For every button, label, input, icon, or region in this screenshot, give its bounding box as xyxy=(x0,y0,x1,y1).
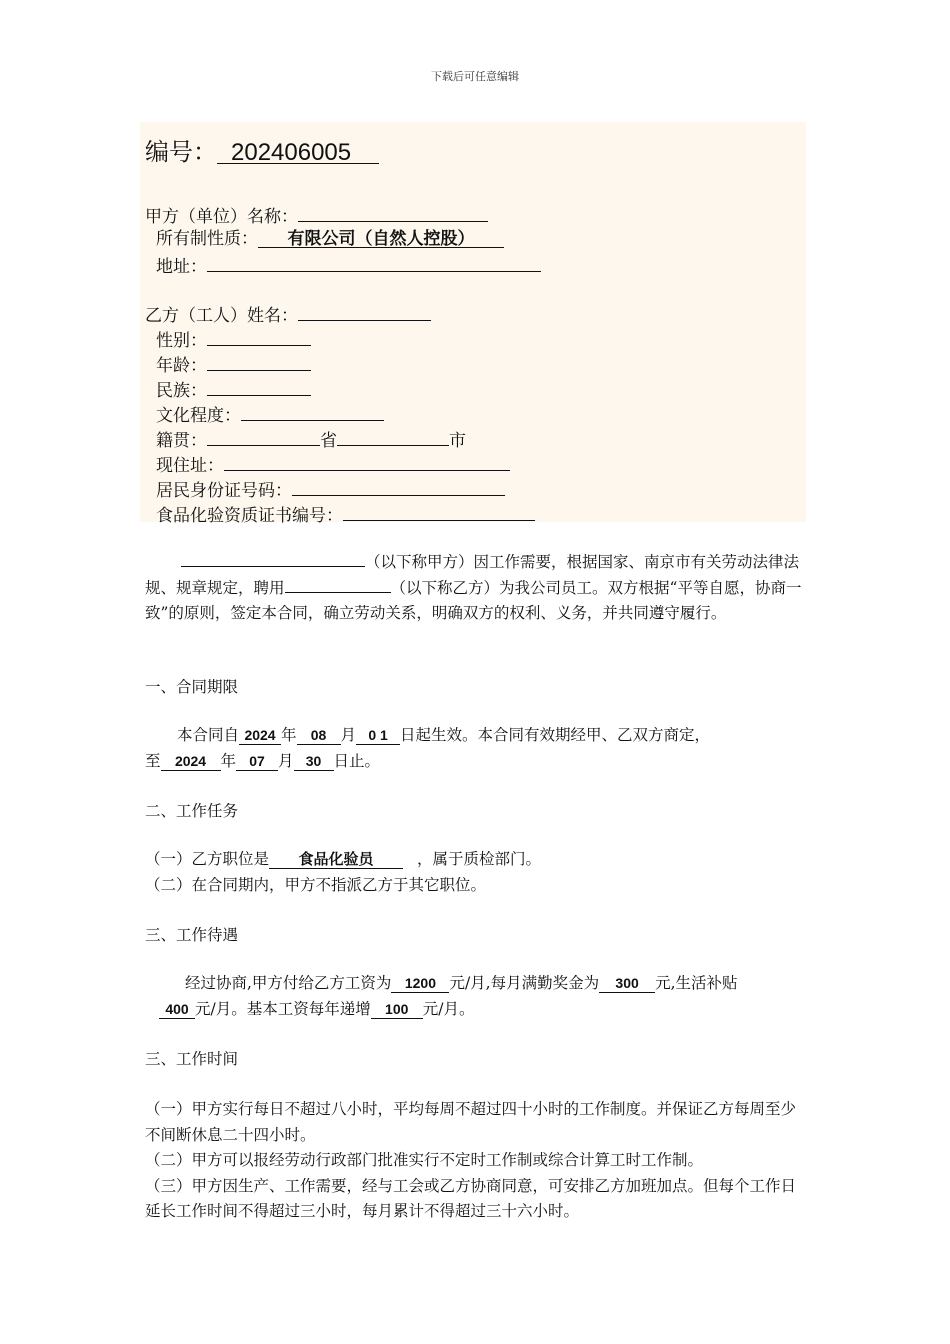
s1-end-month-label: 月 xyxy=(278,751,294,770)
gender-label: 性别： xyxy=(156,331,207,351)
s1-end-year-label: 年 xyxy=(220,751,237,770)
s3-text-3: 元,生活补贴 xyxy=(655,974,738,992)
id-number-label: 居民身份证号码： xyxy=(156,481,292,501)
ethnicity-row xyxy=(156,377,311,401)
party-a-name-field[interactable] xyxy=(298,203,488,222)
section-1-body xyxy=(145,723,807,774)
party-a-address-label: 地址： xyxy=(156,257,207,277)
ethnicity-label: 民族： xyxy=(156,381,207,401)
s1-text-4: 日止。 xyxy=(333,751,381,770)
education-field[interactable] xyxy=(241,402,384,421)
intro-text-2: （以下称乙方）为我公司员工。双方根据“平等自愿，协商一致”的原则，签定本合同，确立劳动关系，明确双方的权利、义务，并共同遵守履行。 xyxy=(145,578,802,622)
education-label: 文化程度： xyxy=(156,406,241,426)
residence-label: 现住址： xyxy=(156,456,224,476)
residence-row xyxy=(156,452,510,476)
ownership-row xyxy=(156,229,504,249)
cert-row xyxy=(156,502,535,526)
age-row xyxy=(156,352,311,376)
s3-text-4: 元/月。基本工资每年递增 xyxy=(195,999,371,1018)
gender-field[interactable] xyxy=(207,327,311,346)
end-year[interactable]: 2024 xyxy=(161,752,221,771)
start-day[interactable]: 0 1 xyxy=(356,726,400,745)
cert-number-label: 食品化验资质证书编号： xyxy=(156,506,343,526)
s3-text-5: 元/月。 xyxy=(422,999,475,1018)
ownership-value[interactable]: 有限公司（自然人控股） xyxy=(258,229,504,248)
city-label: 市 xyxy=(449,431,466,451)
section-2-body xyxy=(145,847,807,898)
origin-label: 籍贯： xyxy=(156,431,207,451)
s3-text-1: 经过协商,甲方付给乙方工资为 xyxy=(185,974,392,992)
intro-text-1: （以下称甲方）因工作需要，根据国家、南京市有关劳动法律法规、规章规定，聘用 xyxy=(145,553,800,597)
section-4-body xyxy=(145,1097,807,1225)
end-month[interactable]: 07 xyxy=(236,752,278,771)
allowance-field[interactable]: 400 xyxy=(159,1000,195,1019)
party-b-name-label: 乙方（工人）姓名： xyxy=(145,306,298,326)
start-year[interactable]: 2024 xyxy=(239,726,281,745)
origin-province-field[interactable] xyxy=(207,427,320,446)
section-3-body xyxy=(145,971,807,1022)
serial-value: 202406005 xyxy=(217,143,379,164)
party-a-address-row xyxy=(156,253,541,277)
s3-text-2: 元/月,每月满勤奖金为 xyxy=(449,974,600,992)
start-month[interactable]: 08 xyxy=(297,726,341,745)
education-row xyxy=(156,402,384,426)
intro-party-a-blank[interactable] xyxy=(181,550,365,567)
cert-number-field[interactable] xyxy=(343,502,535,521)
origin-city-field[interactable] xyxy=(337,427,449,446)
party-b-name-field[interactable] xyxy=(298,302,431,321)
s1-text-2: 日起生效。本合同有效期经甲、乙双方商定， xyxy=(400,726,711,744)
s2-item1-pre: （一）乙方职位是 xyxy=(145,850,270,868)
bonus-field[interactable]: 300 xyxy=(599,974,655,993)
section-1-title: 一、合同期限 xyxy=(145,678,239,696)
residence-field[interactable] xyxy=(224,452,510,471)
id-number-field[interactable] xyxy=(292,477,505,496)
end-day[interactable]: 30 xyxy=(294,752,334,771)
intro-party-b-blank[interactable] xyxy=(285,576,391,593)
gender-row xyxy=(156,327,311,351)
age-label: 年龄： xyxy=(156,356,207,376)
increase-field[interactable]: 100 xyxy=(371,1000,423,1019)
salary-field[interactable]: 1200 xyxy=(391,974,449,993)
section-4-title: 三、工作时间 xyxy=(145,1050,239,1068)
party-b-name-row xyxy=(145,302,431,326)
serial-label: 编号： xyxy=(145,138,217,166)
section-2-title: 二、工作任务 xyxy=(145,802,239,820)
s1-year-label: 年 xyxy=(281,726,297,744)
s1-month-label: 月 xyxy=(340,726,357,744)
party-a-name-row xyxy=(145,203,488,227)
s1-text-3: 至 xyxy=(145,751,161,770)
position-field[interactable]: 食品化验员 xyxy=(269,850,403,869)
id-row xyxy=(156,477,505,501)
header-note: 下载后可任意编辑 xyxy=(431,70,519,83)
section-3-title: 三、工作待遇 xyxy=(145,926,239,944)
party-a-address-field[interactable] xyxy=(207,253,541,272)
s4-item1: （一）甲方实行每日不超过八小时，平均每周不超过四十小时的工作制度。并保证乙方每周至少不间断休息二十四小时。 xyxy=(145,1100,797,1144)
ownership-label: 所有制性质： xyxy=(156,229,258,249)
intro-paragraph xyxy=(145,550,807,627)
s1-text-1: 本合同自 xyxy=(177,726,240,744)
age-field[interactable] xyxy=(207,352,311,371)
province-label: 省 xyxy=(320,431,337,451)
s2-item1-post: ，属于质检部门。 xyxy=(417,850,542,868)
party-a-name-label: 甲方（单位）名称： xyxy=(145,207,298,227)
ethnicity-field[interactable] xyxy=(207,377,311,396)
s2-item2: （二）在合同期内，甲方不指派乙方于其它职位。 xyxy=(145,875,487,894)
s4-item2: （二）甲方可以报经劳动行政部门批准实行不定时工作制或综合计算工时工作制。 xyxy=(145,1151,704,1169)
serial-number xyxy=(145,138,379,166)
origin-row xyxy=(156,427,466,451)
s4-item3: （三）甲方因生产、工作需要，经与工会或乙方协商同意，可安排乙方加班加点。但每个工作日延长工作时间不得超过三小时，每月累计不得超过三十六小时。 xyxy=(145,1176,797,1220)
